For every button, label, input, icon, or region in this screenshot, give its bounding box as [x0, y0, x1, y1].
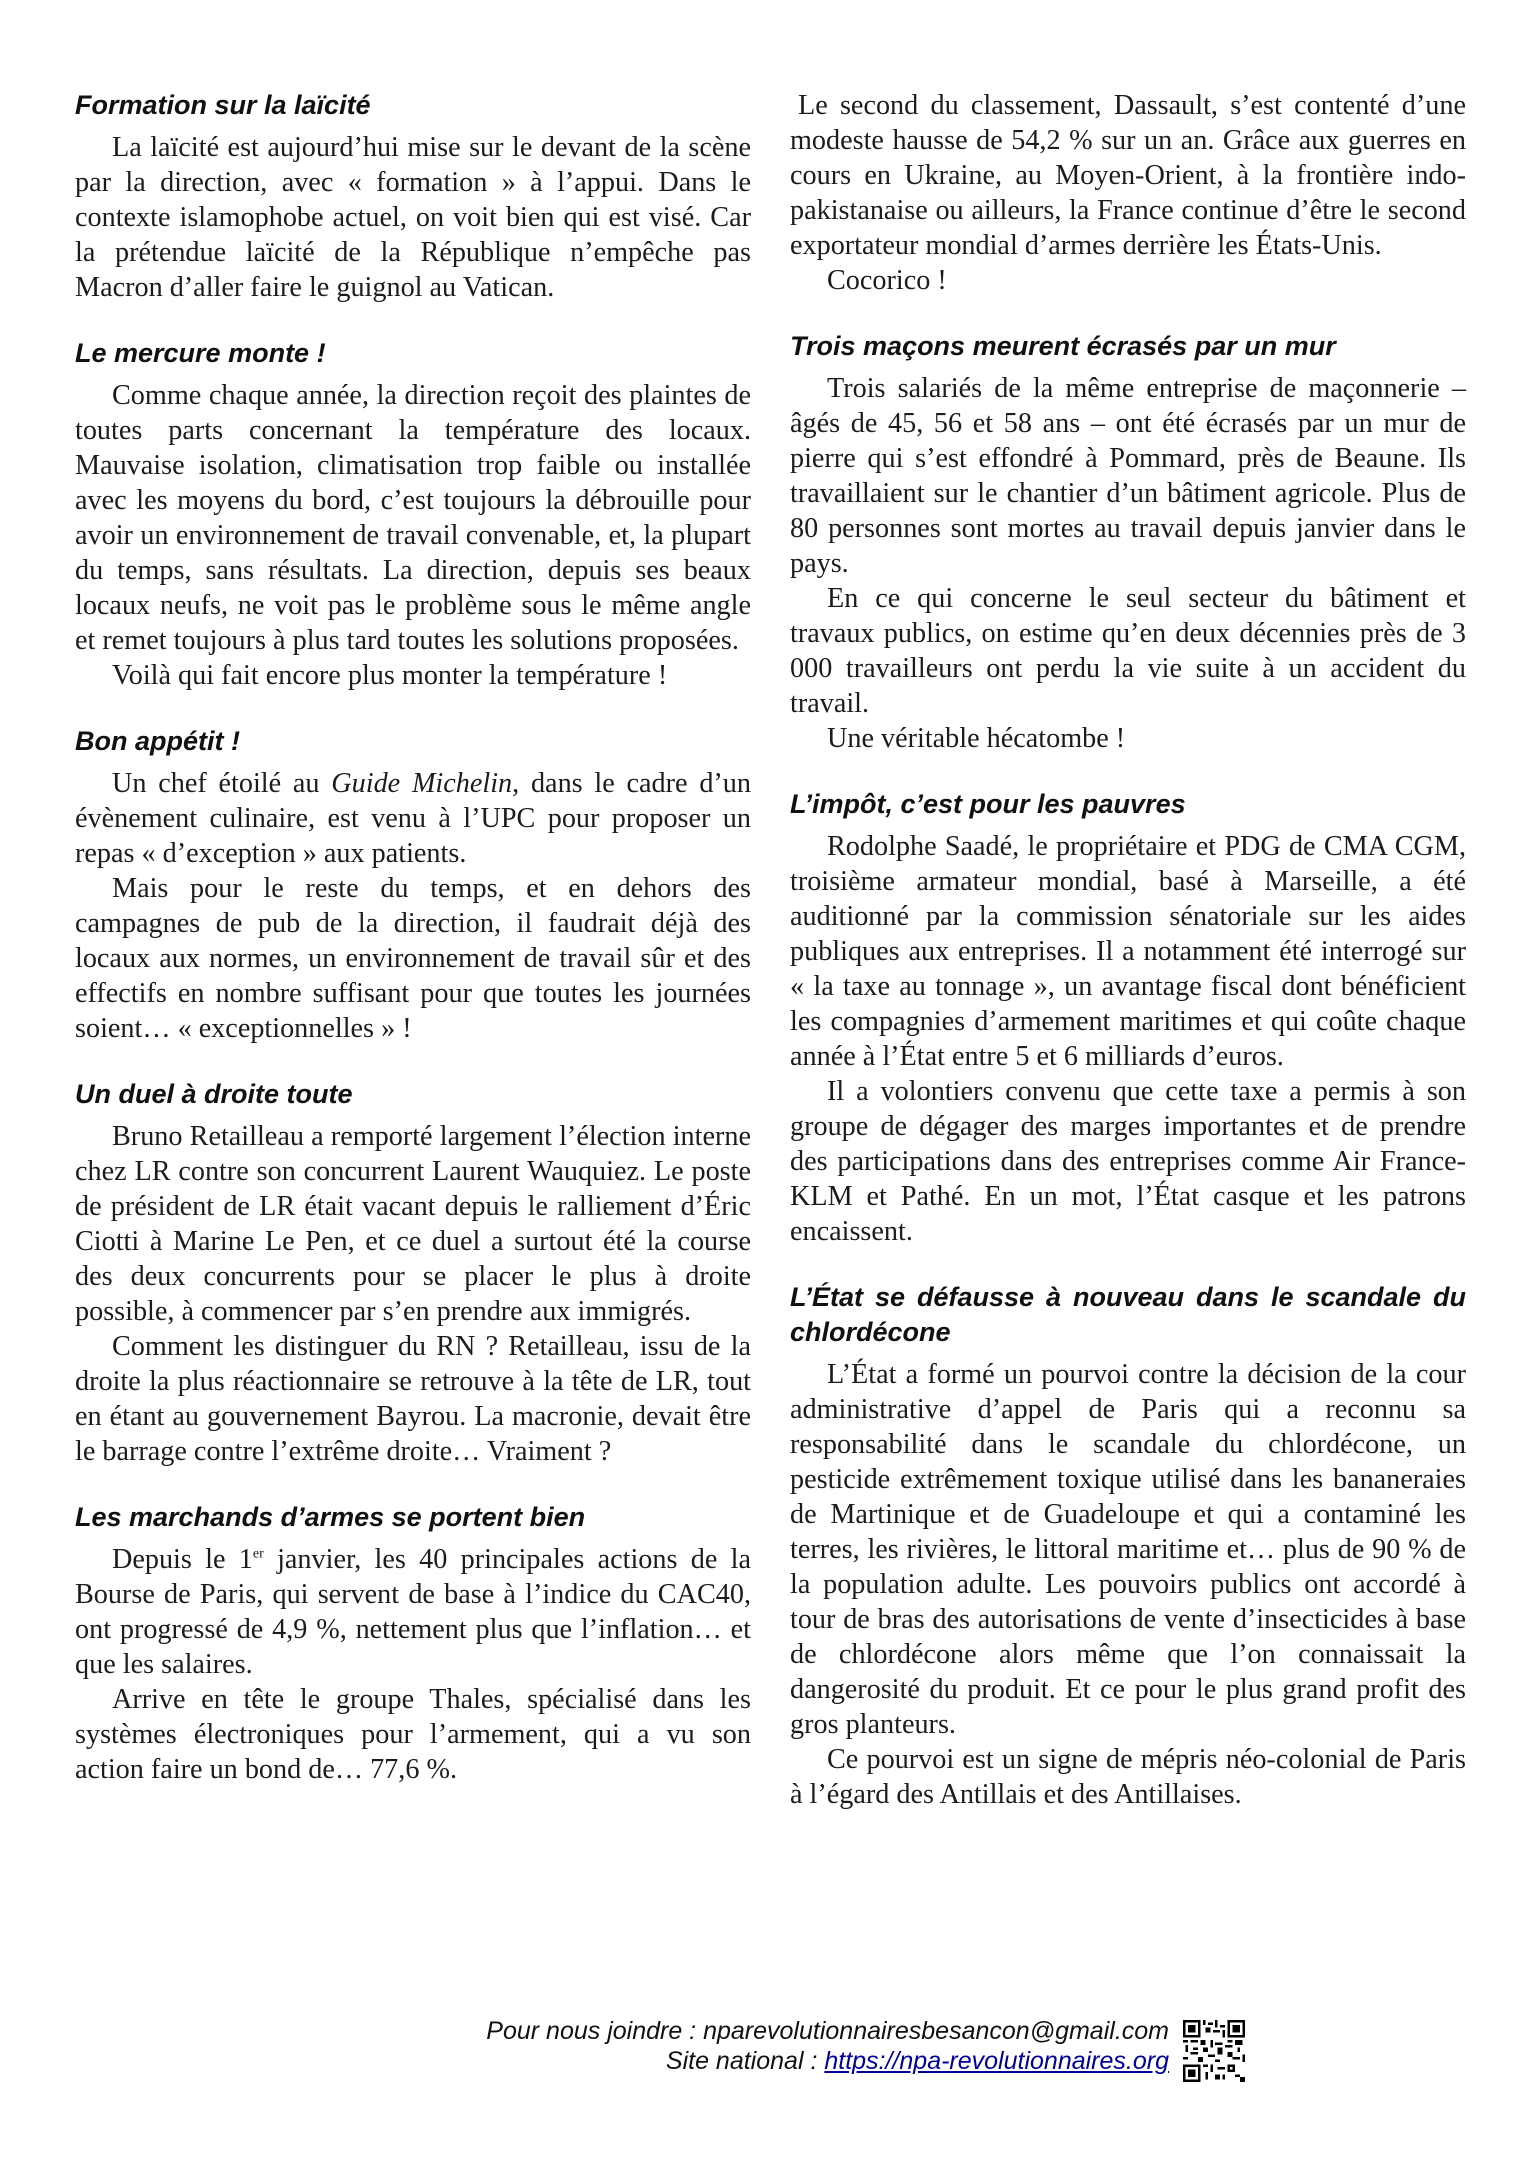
article-paragraph: Arrive en tête le groupe Thales, spécialisé dans les systèmes électroniques pour l’armement, qui a vu son action faire un bond de… 77,6 %.	[75, 1684, 751, 1785]
article-paragraph: Ce pourvoi est un signe de mépris néo-colonial de Paris à l’égard des Antillais et des Antillaises.	[790, 1744, 1466, 1810]
article-paragraph: Voilà qui fait encore plus monter la température !	[112, 660, 668, 691]
article-bon-appetit	[75, 724, 751, 1046]
article-paragraph: La laïcité est aujourd’hui mise sur le devant de la scène par la direction, avec « formation » à l’appui. Dans le contexte islamophobe actuel, on voit bien qui est visé. Car la prétendue laïcité de la République n’empêche pas Macron d’aller faire le guignol au Vatican.	[75, 132, 751, 303]
article-title: Bon appétit !	[75, 726, 240, 756]
article-marchands-armes	[75, 1500, 751, 1787]
contact-line	[169, 2016, 1169, 2046]
article-paragraph: Mais pour le reste du temps, et en dehors des campagnes de pub de la direction, il faudrait déjà des locaux aux normes, un environnement de travail sûr et des effectifs en nombre suffisant pour que toutes les journées soient… « exceptionnelles » !	[75, 873, 751, 1044]
article-continuation	[790, 88, 1466, 298]
article-title: Les marchands d’armes se portent bien	[75, 1502, 586, 1532]
article-impot-pauvres	[790, 787, 1466, 1249]
article-paragraph: L’État a formé un pourvoi contre la décision de la cour administrative d’appel de Paris qui a reconnu sa responsabilité dans le scandale du chlordécone, un pesticide extrêmement toxique utilisé dans les bananeraies de Martinique et de Guadeloupe et qui a contaminé les terres, les rivières, le littoral maritime et… plus de 90 % de la population adulte. Les pouvoirs publics ont accordé à tour de bras des autorisations de vente d’insecticides à base de chlordécone alors même que l’on connaissait la dangerosité du produit. Et ce pour le plus grand profit des gros planteurs.	[790, 1359, 1466, 1740]
superscript: er	[252, 1546, 264, 1562]
paragraph-text: Un chef étoilé au	[112, 768, 332, 799]
article-formation-laicite	[75, 88, 751, 305]
article-paragraph: Rodolphe Saadé, le propriétaire et PDG de CMA CGM, troisième armateur mondial, basé à Marseille, a été auditionné par la commission sénatoriale sur les aides publiques aux entreprises. Il a notamment été interrogé sur « la taxe au tonnage », un avantage fiscal dont bénéficient les compagnies d’armement maritimes et qui coûte chaque année à l’État entre 5 et 6 milliards d’euros.	[790, 831, 1466, 1072]
paragraph-text: , dans le cadre d’un évènement culinaire, est venu à l’UPC pour proposer un repas « d’exception » aux patients.	[75, 768, 751, 869]
article-paragraph: Trois salariés de la même entreprise de maçonnerie – âgés de 45, 56 et 58 ans – ont été écrasés par un mur de pierre qui s’est effondré à Pommard, près de Beaune. Ils travaillaient sur le chantier d’un bâtiment agricole. Plus de 80 personnes sont mortes au travail depuis janvier dans le pays.	[790, 373, 1466, 579]
site-label: Site national :	[665, 2047, 825, 2075]
article-title: Trois maçons meurent écrasés par un mur	[790, 331, 1336, 361]
footer-contact	[169, 2016, 1169, 2076]
article-paragraph: Le second du classement, Dassault, s’est contenté d’une modeste hausse de 54,2 % sur un an. Grâce aux guerres en cours en Ukraine, au Moyen-Orient, à la frontière indo-pakistanaise ou ailleurs, la France continue d’être le second exportateur mondial d’armes derrière les États-Unis.	[790, 90, 1466, 261]
article-mercure-monte	[75, 336, 751, 693]
article-title: Un duel à droite toute	[75, 1079, 353, 1109]
qr-code-icon	[1183, 2020, 1245, 2082]
article-paragraph: Cocorico !	[827, 265, 947, 296]
left-column	[75, 88, 751, 1818]
article-paragraph: Il a volontiers convenu que cette taxe a permis à son groupe de dégager des marges importantes et de prendre des participations dans des entreprises comme Air France-KLM et Pathé. En un mot, l’État casque et les patrons encaissent.	[790, 1076, 1466, 1247]
article-title: Le mercure monte !	[75, 338, 326, 368]
publication-title: Guide Michelin	[331, 768, 513, 799]
article-paragraph: Bruno Retailleau a remporté largement l’élection interne chez LR contre son concurrent Laurent Wauquiez. Le poste de président de LR était vacant depuis le ralliement d’Éric Ciotti à Marine Le Pen, et ce duel a surtout été la course des deux concurrents pour se placer le plus à droite possible, à commencer par s’en prendre aux immigrés.	[75, 1121, 751, 1327]
article-title: L’impôt, c’est pour les pauvres	[790, 789, 1186, 819]
site-line	[169, 2046, 1169, 2076]
contact-label: Pour nous joindre :	[486, 2017, 704, 2045]
article-paragraph: Une véritable hécatombe !	[827, 723, 1126, 754]
article-paragraph	[75, 1542, 751, 1682]
article-chlordecone	[790, 1280, 1466, 1812]
article-paragraph: En ce qui concerne le seul secteur du bâtiment et travaux publics, on estime qu’en deux décennies près de 3 000 travailleurs ont perdu la vie suite à un accident du travail.	[790, 583, 1466, 719]
contact-email[interactable]: nparevolutionnairesbesancon@gmail.com	[703, 2017, 1169, 2045]
paragraph-text: Depuis le 1	[112, 1544, 253, 1575]
article-trois-macons	[790, 329, 1466, 756]
article-paragraph: Comme chaque année, la direction reçoit des plaintes de toutes parts concernant la température des locaux. Mauvaise isolation, climatisation trop faible ou installée avec les moyens du bord, c’est toujours la débrouille pour avoir un environnement de travail convenable, et, la plupart du temps, sans résultats. La direction, depuis ses beaux locaux neufs, ne voit pas le problème sous le même angle et remet toujours à plus tard toutes les solutions proposées.	[75, 380, 751, 656]
article-paragraph: Comment les distinguer du RN ? Retailleau, issu de la droite la plus réactionnaire se retrouve à la tête de LR, tout en étant au gouvernement Bayrou. La macronie, devait être le barrage contre l’extrême droite… Vraiment ?	[75, 1331, 751, 1467]
article-title: Formation sur la laïcité	[75, 90, 371, 120]
article-paragraph	[75, 766, 751, 871]
paragraph-text: janvier, les 40 principales actions de la Bourse de Paris, qui servent de base à l’indice du CAC40, ont progressé de 4,9 %, nettement plus que l’inflation… et que les salaires.	[75, 1544, 751, 1680]
right-column	[790, 88, 1466, 1843]
article-duel-droite	[75, 1077, 751, 1469]
site-link[interactable]: https://npa-revolutionnaires.org	[824, 2047, 1169, 2075]
article-title: L’État se défausse à nouveau dans le scandale du chlordécone	[790, 1282, 1466, 1347]
